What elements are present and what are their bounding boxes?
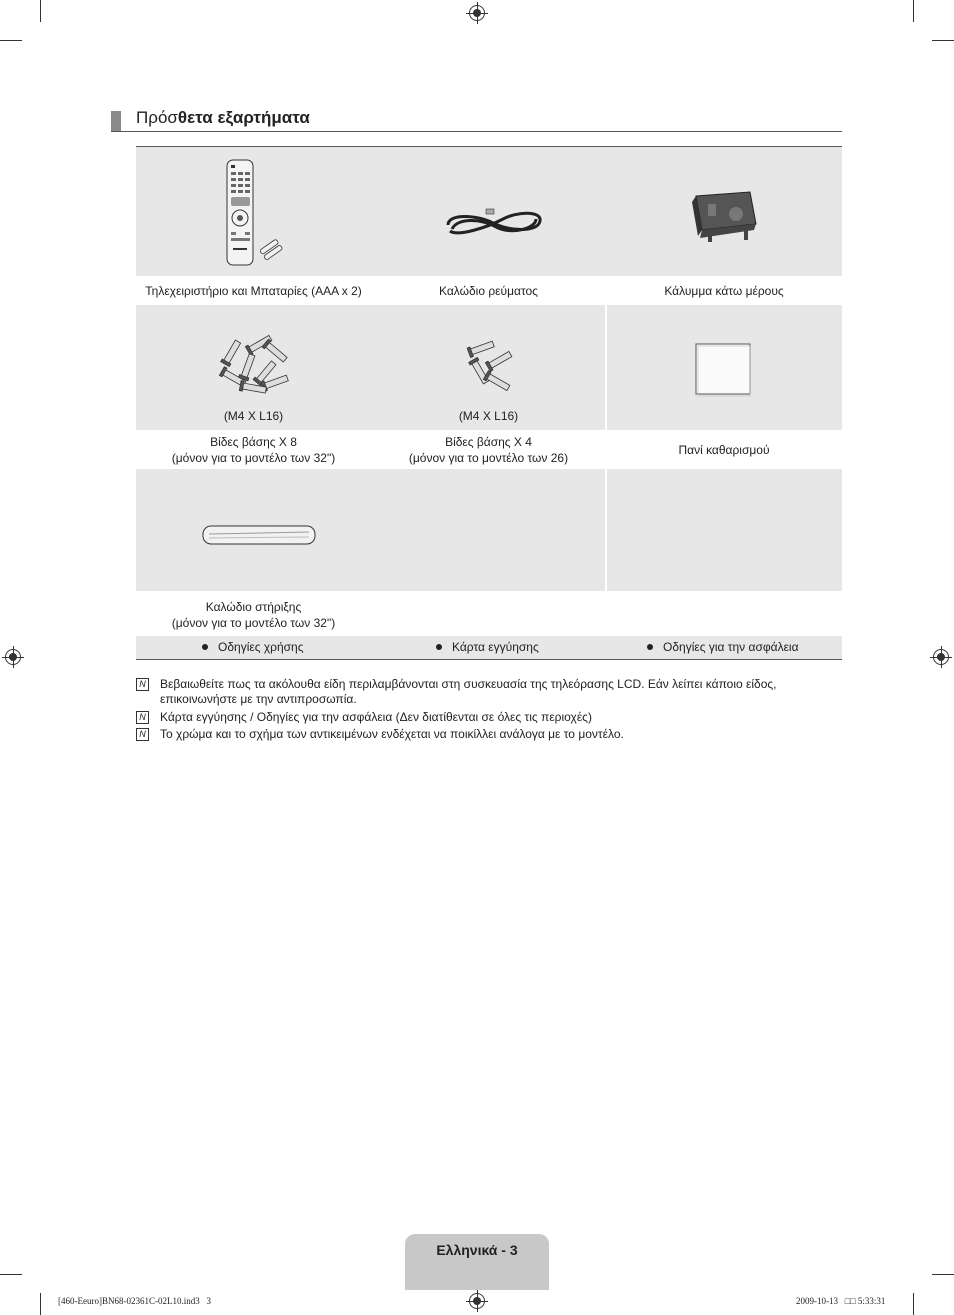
registration-mark-icon [933,649,949,665]
screws-four-icon [464,336,518,396]
title-divider [111,131,842,132]
doc-item-label: Οδηγίες χρήσης [218,640,304,654]
crop-mark [932,40,954,41]
support-cable-icon [199,522,319,548]
note-appearance [136,727,842,743]
empty-image-cell [607,469,842,591]
doc-item-manual [202,640,303,654]
note-contents [136,677,842,709]
note-icon: N [136,711,149,724]
cloth-caption: Πανί καθαρισμού [678,443,770,457]
doc-item-safety [647,640,799,654]
print-timestamp: 2009-10-13 □□ 5:33:31 [796,1296,886,1306]
bullet-icon [202,644,208,650]
crop-mark [932,1274,954,1275]
remote-caption: Τηλεχειριστήριο και Μπαταρίες (AAA x 2) [145,284,362,298]
screws-eight-caption-line1: Βίδες βάσης X 8 [210,435,297,449]
support-cable-caption-line1: Καλώδιο στήριξης [205,600,302,614]
section-marker [111,111,121,131]
bottom-cover-icon [688,186,760,246]
table-bottom-rule [136,659,842,660]
power-cord-icon [438,203,548,243]
note-icon: N [136,728,149,741]
screws-four-size: (M4 X L16) [458,409,519,423]
note-icon: N [136,678,149,691]
screws-eight-caption [136,434,371,466]
note-text: Το χρώμα και το σχήμα των αντικειμένων ενδέχεται να ποικίλλει ανάλογα με το μοντέλο. [160,727,624,741]
crop-mark [0,1274,22,1275]
page-title [136,108,310,128]
bullet-icon [436,644,442,650]
cleaning-cloth-icon [693,341,753,397]
doc-item-label: Κάρτα εγγύησης [452,640,539,654]
doc-item-label: Οδηγίες για την ασφάλεια [663,640,799,654]
crop-mark [913,0,914,22]
registration-mark-icon [5,649,21,665]
power-cord-caption: Καλώδιο ρεύματος [439,284,538,298]
title-light-part: Πρόσ [136,108,178,127]
documents-row [136,636,842,659]
note-text: Κάρτα εγγύησης / Οδηγίες για την ασφάλεια (Δεν διατίθενται σε όλες τις περιοχές) [160,710,592,724]
screws-eight-icon [210,326,296,398]
support-cable-caption-line2: (μόνον για το μοντέλο των 32") [171,616,336,630]
screws-four-caption-line2: (μόνον για το μοντέλο των 26) [408,451,569,465]
cover-caption: Κάλυμμα κάτω μέρους [664,284,784,298]
crop-mark [0,40,22,41]
doc-item-warranty [436,640,539,654]
note-text-line2: επικοινωνήστε με την αντιπροσωπία. [160,692,357,706]
page-number: Ελληνικά - 3 [436,1242,518,1258]
title-bold-part: θετα εξαρτήματα [177,108,310,127]
crop-mark [913,1293,914,1315]
screws-four-caption-line1: Βίδες βάσης X 4 [445,435,532,449]
screws-eight-size: (M4 X L16) [223,409,284,423]
crop-mark [40,0,41,22]
note-text [160,677,777,707]
registration-mark-icon [469,5,485,21]
bullet-icon [647,644,653,650]
support-cable-caption [136,599,371,631]
registration-mark-icon [469,1293,485,1309]
file-info: [460-Eeuro]BN68-02361C-02L10.ind3 3 [58,1296,211,1306]
screws-eight-caption-line2: (μόνον για το μοντέλο των 32") [171,451,336,465]
remote-control-icon [222,158,284,268]
note-text-line1: Βεβαιωθείτε πως τα ακόλουθα είδη περιλαμβάνονται στη συσκευασία της τηλεόρασης LCD. Εάν λείπει κάποιο είδος, [160,677,777,691]
crop-mark [40,1293,41,1315]
note-availability [136,710,842,726]
screws-four-caption [371,434,606,466]
